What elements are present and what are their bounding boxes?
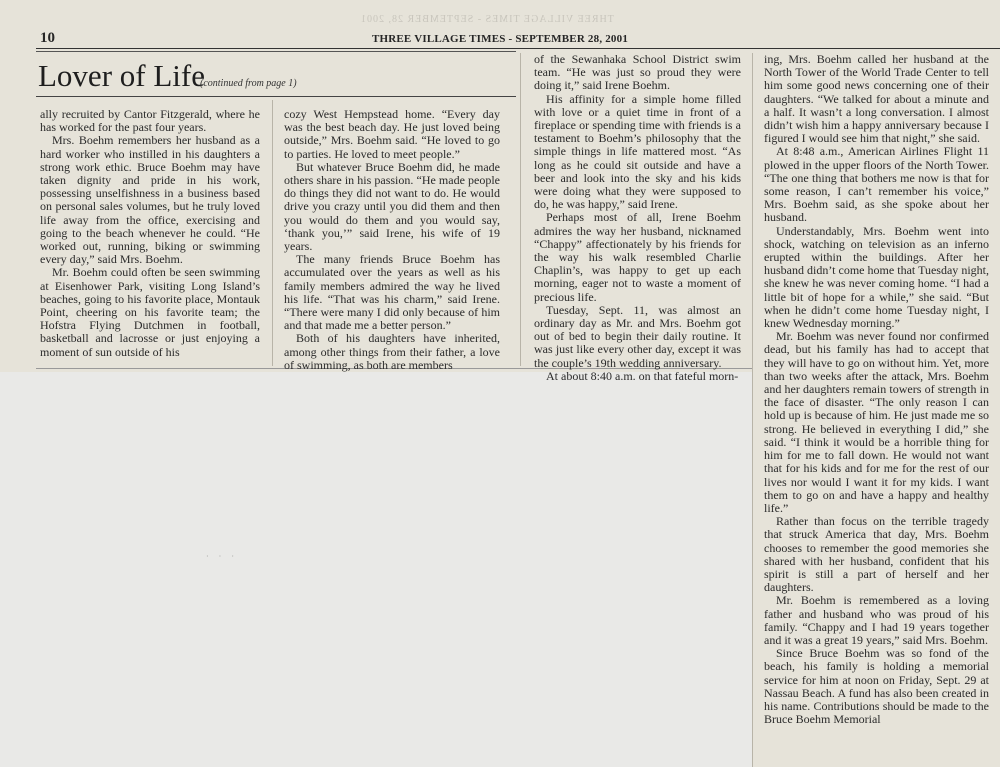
paragraph: At about 8:40 a.m. on that fateful morn- (546, 368, 739, 383)
article-column-4 (764, 53, 989, 726)
paragraph: ally recruited by Cantor Fitzgerald, where he has worked for the past four years. (40, 107, 260, 135)
headline-rule (36, 96, 516, 97)
paragraph: Mr. Boehm is remembered as a loving father and husband who was proud of his family. “Chappy and I had 19 years together and it was a great 19 years,” said Mrs. Boehm. (764, 593, 989, 647)
paragraph: Mrs. Boehm remembers her husband as a hard worker who instilled in his daughters a strong work ethic. Bruce Boehm may have taken dignity and pride in his work, possessing unselfishness in a business based on personal sales volumes, but he truly loved life away from the office, exercising and going to the beach whenever he could. “He worked out, running, biking or swimming every day,” said Mrs. Boehm. (40, 133, 260, 267)
bleed-through-text: THREE VILLAGE TIMES - SEPTEMBER 28, 2001 (360, 14, 614, 25)
continued-note: (continued from page 1) (200, 78, 297, 89)
header-rule (36, 48, 1000, 49)
header-rule-secondary (36, 51, 516, 52)
paragraph: Understandably, Mrs. Boehm went into shock, watching on television as an inferno erupted within the buildings. After her husband didn’t come home that Tuesday night, she knew he was never coming home. “I had a little bit of hope for a while,” she said. “But when he didn’t come home Tuesday night, I knew Wednesday morning.” (764, 223, 989, 331)
paragraph: Mr. Boehm was never found nor confirmed dead, but his family has had to accept that they will have to go on without him. Yet, more than two weeks after the attack, Mrs. Boehm and her daughters remain towers of strength in the face of disaster. “The only reason I can hold up is because of him. He just made me so strong. He believed in everything I did,” she said. “I think it would be a horrible thing for him for me to fall down. He would not want that for his kids and for me for the rest of our lives nor would I want it for my kids. I want them to go on and have a happy and healthy life.” (764, 329, 989, 515)
paragraph: But whatever Bruce Boehm did, he made others share in his passion. “He made people do things they did not want to do. He would drive you crazy until you did them and then you would do them and you would say, ‘thank you,’” said Irene, his wife of 19 years. (284, 159, 500, 254)
article-column-1 (40, 108, 260, 359)
paragraph: At 8:48 a.m., American Airlines Flight 11 plowed in the upper floors of the North Tower. “The one thing that bothers me now is that for some reason, I can’t remember his voice,” Mrs. Boehm said, as she spoke about her husband. (764, 144, 989, 225)
paragraph: cozy West Hempstead home. “Every day was the best beach day. He just loved being outside,” Mrs. Boehm said. “He loved to go to parties. He loved to meet people.” (284, 107, 500, 161)
paragraph: of the Sewanhaka School District swim team. “He was just so proud they were doing it,” said Irene Boehm. (534, 52, 741, 93)
paragraph: Mr. Boehm could often be seen swimming at Eisenhower Park, visiting Long Island’s beaches, going to his favorite place, Montauk Point, cheering on his favorite team; the Hofstra Flying Dutchmen in football, basketball and lacrosse or just enjoying a moment of sun outside of his (40, 265, 260, 359)
page-number: 10 (40, 30, 55, 46)
paragraph: The many friends Bruce Boehm has accumulated over the years as well as his family members admired the way he lived his life. “That was his charm,” said Irene. “There were many I did only because of him and that made me a better person.” (284, 252, 500, 333)
paragraph: Rather than focus on the terrible tragedy that struck America that day, Mrs. Boehm chooses to remember the good memories she shared with her husband, confident that his spirit is still a part of herself and her daughters. (764, 514, 989, 595)
column-divider (520, 53, 521, 366)
masthead: THREE VILLAGE TIMES - SEPTEMBER 28, 2001 (371, 33, 629, 45)
paragraph: Tuesday, Sept. 11, was almost an ordinary day as Mr. and Mrs. Boehm got out of bed to begin their daily routine. It was just like every other day, except it was the couple’s 19th wedding anniversary. (534, 302, 741, 370)
paragraph: ing, Mrs. Boehm called her husband at the North Tower of the World Trade Center to tell him some good news concerning one of their daughters. “We talked for about a minute and a half. It wasn’t a long conversation. I almost didn’t wish him a happy anniversary because I figured I would see him that night,” she said. (764, 52, 989, 146)
blank-scan-area (0, 368, 752, 767)
article-column-3 (534, 53, 741, 383)
paragraph: Since Bruce Boehm was so fond of the beach, his family is holding a memorial service for him at noon on Friday, Sept. 29 at Nassau Beach. A fund has also been created in his name. Contributions should be made to the Bruce Boehm Memorial (764, 646, 989, 727)
stray-marks: · · · (206, 552, 238, 561)
paragraph: Both of his daughters have inherited, among other things from their father, a love of swimming, as both are members (284, 331, 500, 372)
article-headline: Lover of Life (38, 58, 205, 93)
column-divider (272, 100, 273, 366)
paragraph: His affinity for a simple home filled with love or a quiet time in front of a fireplace or spending time with friends is a testament to Boehm’s philosophy that the simple things in life mattered most. “As long as he could sit outside and have a beer and look into the sky and his kids were doing what they were supposed to do, he was happy,” said Irene. (534, 91, 741, 212)
paragraph: Perhaps most of all, Irene Boehm admires the way her husband, nicknamed “Chappy” affectionately by his friends for the way his walk resembled Charlie Chaplin’s, was happy to get up each morning, eager not to waste a moment of precious life. (534, 210, 741, 304)
article-column-2 (284, 108, 500, 372)
column-divider (752, 53, 753, 767)
